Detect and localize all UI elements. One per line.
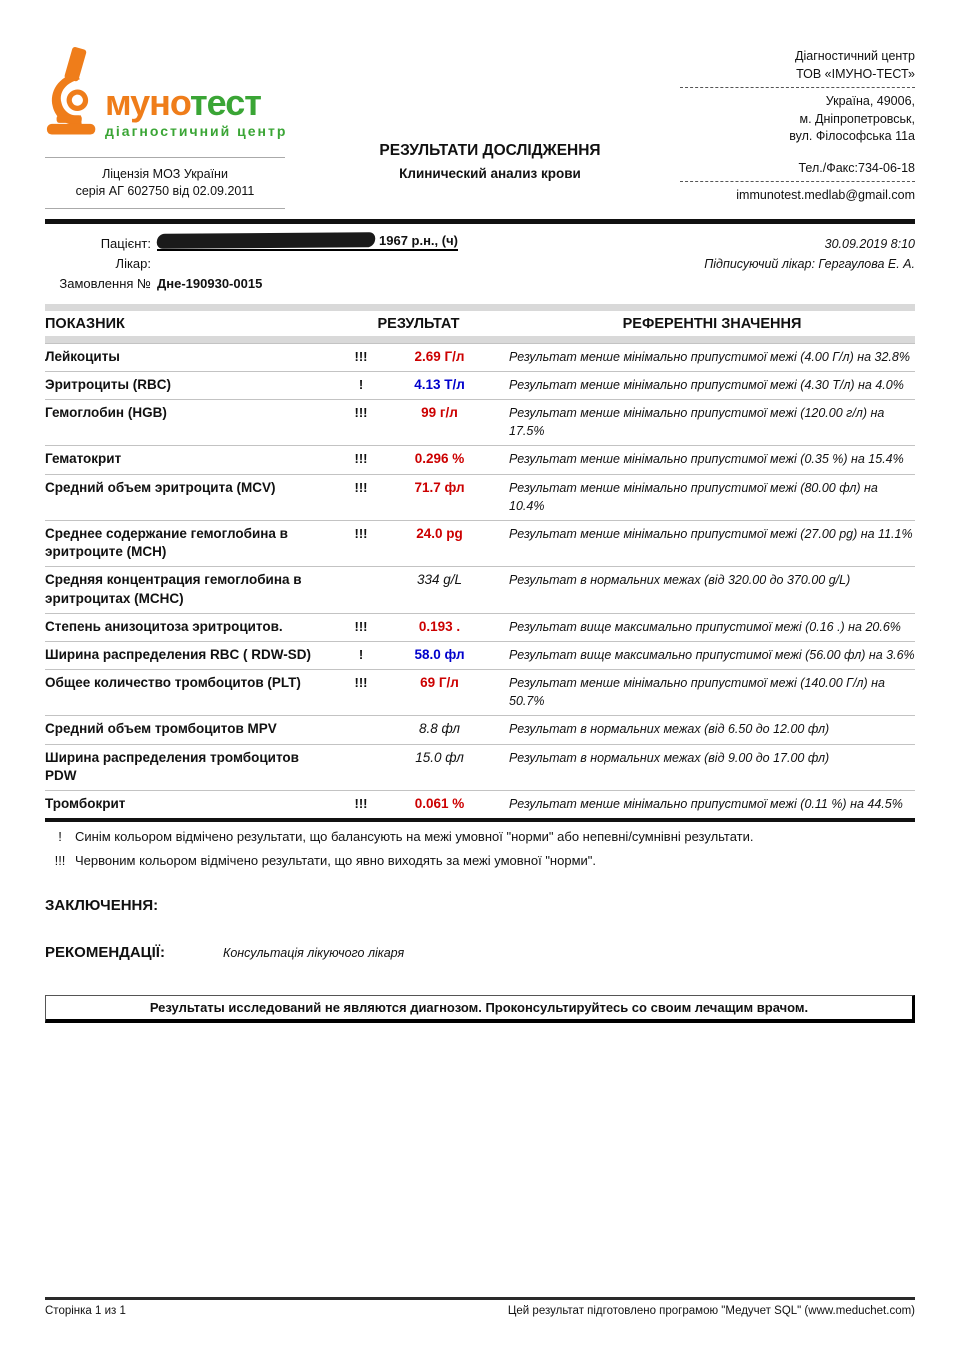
legend-flag: !!! [54,853,66,869]
col-header-indicator: ПОКАЗНИК [45,315,125,332]
report-datetime: 30.09.2019 8:10 [824,236,915,251]
table-row [45,566,915,612]
reference-text: Результат менше мінімально припустимої межі (120.00 г/л) на 17.5% [509,406,885,439]
result-value: 99 г/л [421,405,458,421]
report-footer [45,1297,915,1317]
report-header [45,46,915,209]
table-row [45,445,915,473]
clinic-contacts-block [680,46,915,205]
license-line1: Ліцензія МОЗ України [102,167,228,181]
flag-marker: !!! [354,618,368,634]
table-strip-bottom [45,336,915,343]
indicator-name: Гемоглобин (HGB) [45,405,167,421]
flag-marker: !!! [354,675,368,691]
recommendations-row [45,944,915,961]
col-header-reference: РЕФЕРЕНТНІ ЗНАЧЕННЯ [622,315,802,332]
patient-name-value [157,233,458,251]
recommendations-heading: РЕКОМЕНДАЦІЇ: [45,944,165,962]
indicator-name: Средняя концентрация гемоглобина в эритроцитах (MCHC) [45,572,302,606]
table-row [45,371,915,399]
reference-text: Результат менше мінімально припустимої межі (140.00 Г/л) на 50.7% [509,676,885,709]
table-row [45,715,915,743]
org-line1: Діагностичний центр [795,49,915,63]
legend-flag: ! [58,829,62,845]
indicator-name: Степень анизоцитоза эритроцитов. [45,618,283,634]
table-row [45,669,915,715]
org-line2: ТОВ «ІМУНО-ТЕСТ» [796,66,915,81]
result-value: 58.0 фл [414,647,465,662]
reference-text: Результат в нормальних межах (від 9.00 до 17.00 фл) [509,750,830,765]
org-phone: Тел./Факс:734-06-18 [798,160,915,175]
indicator-name: Средний объем тромбоцитов MPV [45,721,277,737]
org-email: immunotest.medlab@gmail.com [736,188,915,202]
dashed-divider [680,181,915,182]
legend-note [45,853,915,868]
flag-marker [340,571,382,572]
reference-text: Результат менше мінімально припустимої межі (27.00 pg) на 11.1% [509,526,913,541]
reference-text: Результат менше мінімально припустимої межі (0.11 %) на 44.5% [509,797,903,812]
table-row [45,399,915,445]
logo-row [45,46,300,143]
signing-doctor: Підписуючий лікар: Гергаулова Е. А. [704,256,915,271]
generator-note: Цей результат підготовлено програмою "Медучет SQL" (www.meduchet.com) [507,1305,915,1317]
reference-text: Результат менше мінімально припустимої межі (4.30 Т/л) на 4.0% [509,377,904,392]
patient-name-suffix: 1967 р.н., (ч) [379,232,458,248]
table-header-row [45,311,915,336]
legend-text: Синім кольором відмічено результати, що балансують на межі умовної "норми" або непевні/сумнівні результати. [75,829,754,845]
table-row [45,474,915,520]
license-line2: серія АГ 602750 від 02.09.2011 [75,183,255,198]
flag-marker: !!! [354,525,368,541]
patient-block [45,224,915,300]
result-value: 24.0 pg [416,525,463,541]
legend-text: Червоним кольором відмічено результати, що явно виходять за межі умовної "норми". [75,853,596,869]
indicator-name: Общее количество тромбоцитов (PLT) [45,675,301,691]
table-row [45,520,915,566]
brand-subtitle: діагностичний центр [105,123,288,139]
doctor-label: Лікар: [115,255,151,271]
order-label: Замовлення № [59,275,151,291]
flag-marker: !!! [354,348,368,364]
legend-note [45,829,915,844]
indicator-name: Ширина распределения тромбоцитов PDW [45,749,299,783]
redacted-name-blob [156,232,376,249]
indicator-name: Средний объем эритроцита (MCV) [45,479,276,495]
brand-part-orange: муно [105,82,191,123]
order-number: Дне-190930-0015 [157,275,263,291]
flag-marker: !!! [354,451,368,467]
indicator-name: Среднее содержание гемоглобина в эритроците (MCH) [45,525,288,560]
recommendations-text: Консультація лікуючого лікаря [222,946,405,961]
indicator-name: Эритроциты (RBC) [45,376,171,392]
report-title: РЕЗУЛЬТАТИ ДОСЛІДЖЕННЯ [379,142,601,159]
reference-text: Результат вище максимально припустимої межі (56.00 фл) на 3.6% [509,648,915,662]
org-addr2: м. Дніпропетровськ, [799,111,915,126]
conclusion-heading: ЗАКЛЮЧЕННЯ: [45,897,159,915]
result-value: 71.7 фл [414,479,465,495]
col-header-result: РЕЗУЛЬТАТ [377,315,460,332]
result-value: 0.193 . [418,618,461,634]
indicator-name: Тромбокрит [45,796,126,812]
indicator-name: Лейкоциты [45,348,120,364]
reference-text: Результат вище максимально припустимої межі (0.16 .) на 20.6% [509,619,901,634]
result-value: 69 Г/л [420,675,459,691]
reference-text: Результат в нормальних межах (від 320.00 до 370.00 g/L) [509,573,851,588]
legend-notes [45,822,915,879]
reference-text: Результат в нормальних межах (від 6.50 до 12.00 фл) [509,722,830,737]
dashed-divider [680,87,915,88]
clinic-logo-block [45,46,300,209]
report-subtitle: Клинический анализ крови [399,166,581,181]
result-value: 4.13 Т/л [414,376,465,392]
indicator-name: Ширина распределения RBC ( RDW-SD) [45,647,312,662]
flag-marker [340,720,382,721]
table-row [45,744,915,790]
flag-marker: !!! [354,479,368,495]
table-row [45,343,915,371]
flag-marker: !!! [354,796,368,812]
results-table [45,304,915,823]
result-value: 8.8 фл [418,721,461,737]
table-row [45,641,915,669]
report-title-block [300,46,680,181]
reference-text: Результат менше мінімально припустимої межі (0.35 %) на 15.4% [509,452,904,467]
result-value: 0.296 % [414,451,465,467]
result-value: 2.69 Г/л [414,348,465,364]
indicator-name: Гематокрит [45,451,122,467]
brand-part-green: тест [190,82,261,123]
flag-marker: ! [358,647,364,662]
org-addr3: вул. Філософська 11а [789,129,915,143]
org-addr1: Україна, 49006, [825,94,915,108]
results-rows [45,343,915,819]
flag-marker: ! [358,376,364,392]
disclaimer-box: Результаты исследований не являются диагнозом. Проконсультируйтесь со своим лечащим врачом. [45,995,915,1023]
table-row [45,613,915,641]
result-value: 0.061 % [414,796,465,812]
result-value: 15.0 фл [415,749,464,765]
license-box [45,157,285,209]
microscope-logo-icon [45,46,103,143]
reference-text: Результат менше мінімально припустимої межі (80.00 фл) на 10.4% [509,480,878,513]
brand-wordmark [105,82,288,143]
flag-marker [340,749,382,750]
page-indicator: Сторінка 1 из 1 [45,1305,126,1317]
result-value: 334 g/L [416,572,463,588]
table-strip-top [45,304,915,311]
flag-marker: !!! [354,405,368,421]
table-row [45,790,915,818]
patient-label: Пацієнт: [100,235,151,251]
reference-text: Результат менше мінімально припустимої межі (4.00 Г/л) на 32.8% [509,349,910,364]
